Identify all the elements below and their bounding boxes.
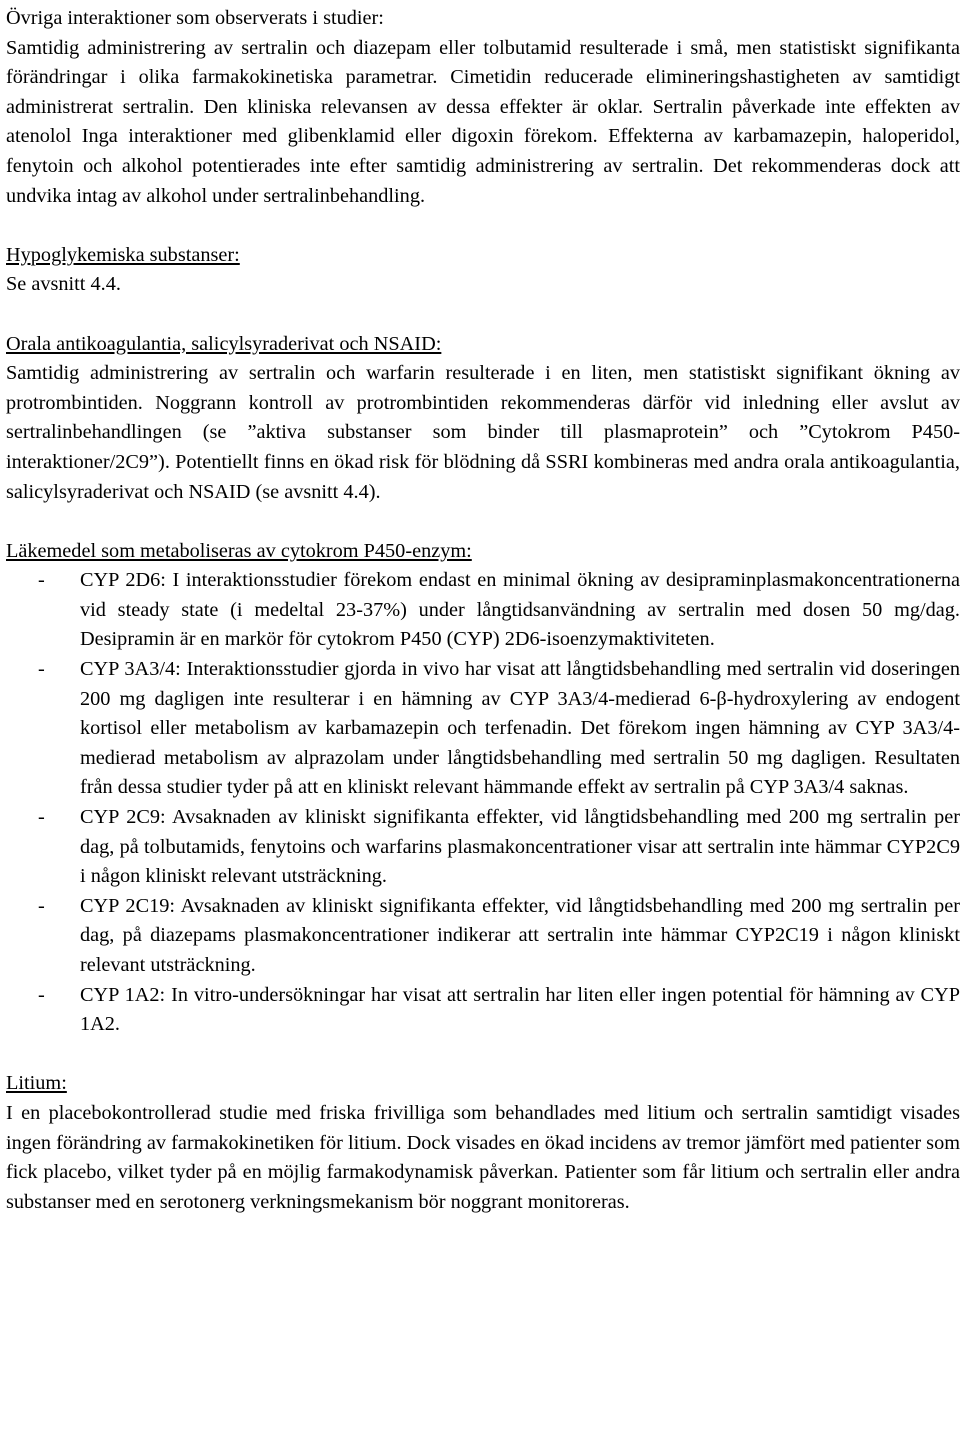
section-heading: Orala antikoagulantia, salicylsyraderivat och NSAID:	[6, 332, 442, 355]
list-dash: -	[38, 658, 45, 681]
section-heading: Övriga interaktioner som observerats i studier:	[6, 7, 384, 29]
list-dash: -	[38, 894, 45, 917]
list-item-text: CYP 2D6: I interaktionsstudier förekom endast en minimal ökning av desipraminplasmakoncentrationerna vid steady state (i medeltal 23-37%) under långtidsanvändning av sertralin med dosen 50 mg/dag. Desipramin är en markör för cytokrom P450 (CYP) 2D6-isoenzymaktiviteten.	[80, 569, 960, 651]
list-item-text: CYP 1A2: In vitro-undersökningar har visat att sertralin har liten eller ingen potential för hämning av CYP 1A2.	[80, 983, 960, 1036]
section-heading: Hypoglykemiska substanser:	[6, 243, 240, 266]
spacer	[6, 1040, 960, 1070]
section-ovriga-interaktioner	[6, 4, 960, 211]
list-item	[6, 981, 960, 1040]
section-paragraph: Samtidig administrering av sertralin och diazepam eller tolbutamid resulterade i små, men statistiskt signifikanta förändringar i olika farmakokinetiska parametrar. Cimetidin reducerade elimineringshastigheten av samtidigt administrerat sertralin. Den kliniska relevansen av dessa effekter är oklar. Sertralin påverkade inte effekten av atenolol Inga interaktioner med glibenklamid eller digoxin förekom. Effekterna av karbamazepin, haloperidol, fenytoin och alkohol potentierades inte efter samtidig administrering av sertralin. Det rekommenderas dock att undvika intag av alkohol under sertralinbehandling.	[6, 36, 960, 207]
section-litium	[6, 1069, 960, 1217]
list-item	[6, 803, 960, 892]
list-item-text: CYP 3A3/4: Interaktionsstudier gjorda in vivo har visat att långtidsbehandling med sertralin vid doseringen 200 mg dagligen inte resulterar i en hämning av CYP 3A3/4-medierad 6-β-hydroxylering av endogent kortisol eller metabolism av karbamazepin och terfenadin. Det förekom ingen hämning av CYP 3A3/4-medierad metabolism av alprazolam under långtidsbehandling med sertralin 50 mg dagligen. Resultaten från dessa studier tyder på att en kliniskt relevant hämmande effekt av sertralin på CYP 3A3/4 saknas.	[80, 658, 960, 799]
list-dash: -	[38, 983, 45, 1006]
section-paragraph: Samtidig administrering av sertralin och warfarin resulterade i en liten, men statistiskt signifikant ökning av protrombintiden. Noggrann kontroll av protrombintiden rekommenderas därför vid inledning eller avslut av sertralinbehandlingen (se ”aktiva substanser som binder till plasmaprotein” och ”Cytokrom P450-interaktioner/2C9”). Potentiellt finns en ökad risk för blödning då SSRI kombineras med andra orala antikoagulantia, salicylsyraderivat och NSAID (se avsnitt 4.4).	[6, 362, 960, 503]
spacer	[6, 507, 960, 537]
list-item	[6, 566, 960, 655]
section-paragraph: Se avsnitt 4.4.	[6, 273, 121, 296]
spacer	[6, 300, 960, 330]
list-item	[6, 655, 960, 803]
cyp-list	[6, 566, 960, 1040]
list-dash: -	[38, 569, 45, 592]
section-heading: Litium:	[6, 1072, 67, 1095]
section-paragraph: I en placebokontrollerad studie med friska frivilliga som behandlades med litium och sertralin samtidigt visades ingen förändring av farmakokinetiken för litium. Dock visades en ökad incidens av tremor jämfört med patienter som fick placebo, vilket tyder på en möjlig farmakodynamisk påverkan. Patienter som får litium och sertralin eller andra substanser med en serotonerg verkningsmekanism bör noggrant monitoreras.	[6, 1101, 960, 1213]
section-hypoglykemiska	[6, 241, 960, 300]
list-item-text: CYP 2C19: Avsaknaden av kliniskt signifikanta effekter, vid långtidsbehandling med 200 mg sertralin per dag, på diazepams plasmakoncentrationer indikerar att sertralin inte hämmar CYP2C19 i någon kliniskt relevant utsträckning.	[80, 894, 960, 976]
section-orala-antikoagulantia	[6, 330, 960, 508]
list-item-text: CYP 2C9: Avsaknaden av kliniskt signifikanta effekter, vid långtidsbehandling med 200 mg sertralin per dag, på tolbutamids, fenytoins och warfarins plasmakoncentrationer visar att sertralin inte hämmar CYP2C9 i någon kliniskt relevant utsträckning.	[80, 806, 960, 888]
section-heading: Läkemedel som metaboliseras av cytokrom P450-enzym:	[6, 539, 472, 562]
list-item	[6, 892, 960, 981]
spacer	[6, 211, 960, 241]
list-dash: -	[38, 806, 45, 829]
section-cytokrom-p450	[6, 537, 960, 1040]
